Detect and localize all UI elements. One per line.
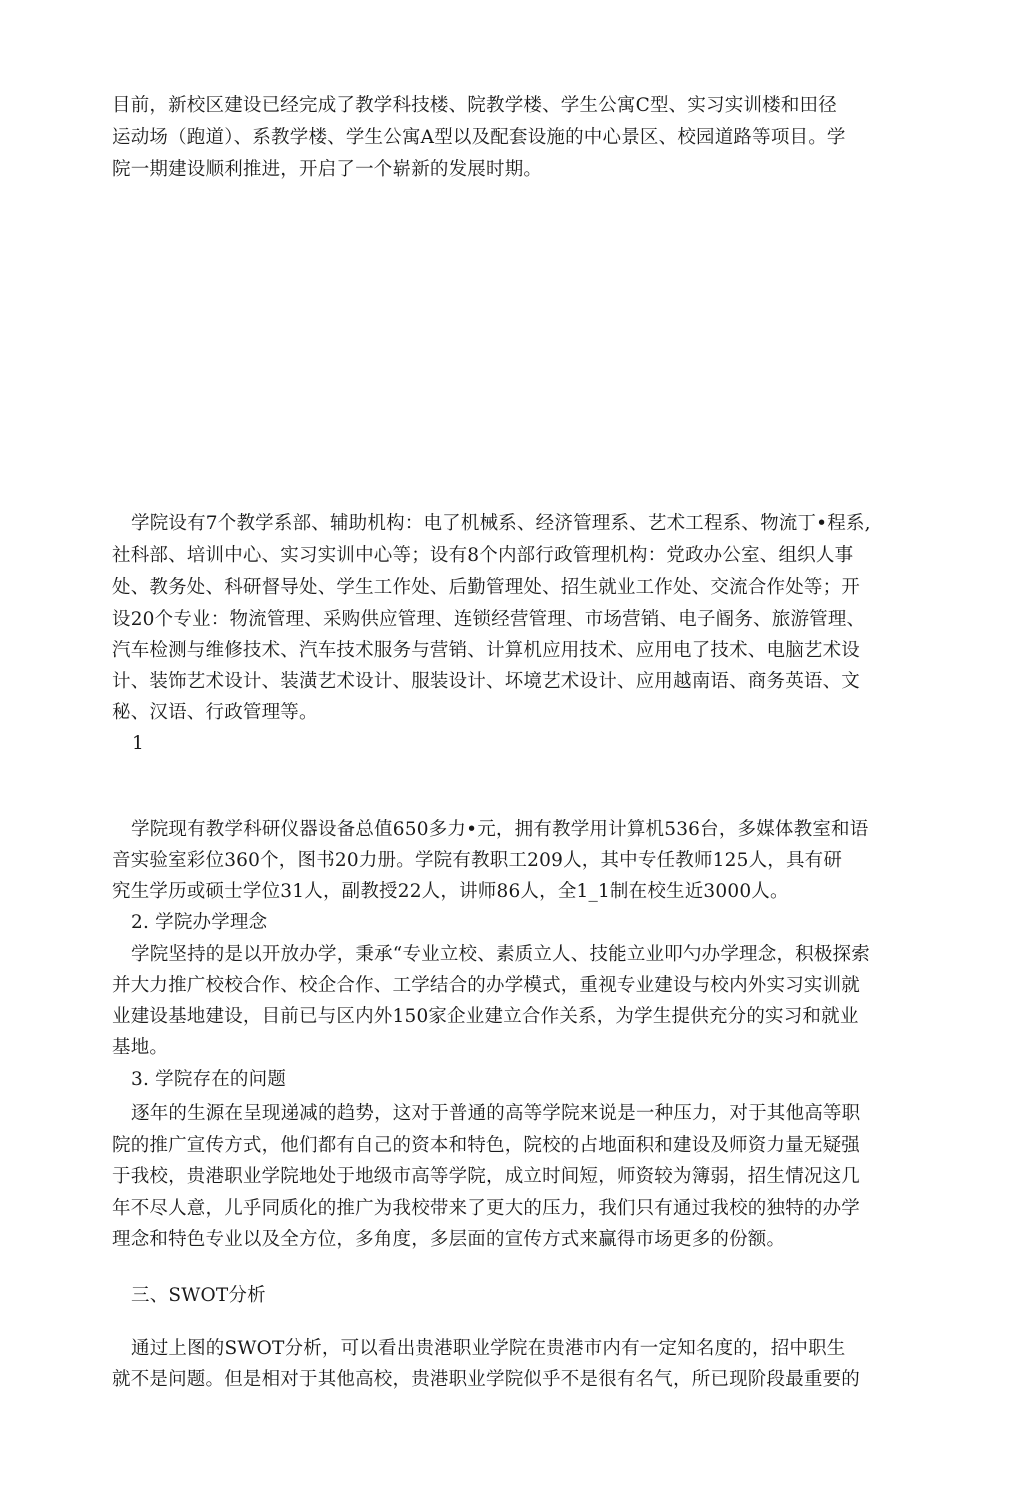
text-line: 并大力推广校校合作、校企合作、工学结合的办学模式，重视专业建设与校内外实习实训就: [112, 975, 861, 996]
section-heading-swot: 三、SWOT分析: [131, 1285, 266, 1306]
text-line: 处、教务处、科研督导处、学生工作处、后勤管理处、招生就业工作处、交流合作处等；开: [112, 577, 861, 598]
text-line: 社科部、培训中心、实习实训中心等；设有8个内部行政管理机构：党政办公室、组织人事: [112, 545, 854, 566]
text-line: 于我校，贵港职业学院地处于地级市高等学院，成立时间短，师资较为簿弱，招生情况这几: [112, 1166, 861, 1187]
text-line: 基地。: [112, 1037, 169, 1058]
text-line: 音实验室彩位360个，图书20力册。学院有教职工209人，其中专任教师125人，具有研: [112, 850, 843, 871]
text-line: 计、装饰艺术设计、装潢艺术设计、服装设计、坏境艺术设计、应用越南语、商务英语、文: [112, 671, 861, 692]
text-line: 通过上图的SWOT分析，可以看出贵港职业学院在贵港市内有一定知名度的，招中职生: [131, 1338, 846, 1359]
section-heading-problems: 3. 学院存在的问题: [131, 1069, 287, 1090]
text-line: 目前，新校区建设已经完成了教学科技楼、院教学楼、学生公寓C型、实习实训楼和田径: [112, 95, 837, 116]
text-line: 就不是问题。但是相对于其他高校，贵港职业学院似乎不是很有名气，所已现阶段最重要的: [112, 1369, 861, 1390]
text-line: 业建设基地建设，目前已与区内外150家企业建立合作关系，为学生提供充分的实习和就业: [112, 1006, 859, 1027]
page-number: 1: [132, 733, 144, 754]
text-line: 学院坚持的是以开放办学，秉承“专业立校、素质立人、技能立业叩勺办学理念，积极探索: [131, 944, 870, 965]
text-line: 学院设有7个教学系部、辅助机构：电了机械系、经济管理系、艺术工程系、物流丁•程系,: [131, 513, 871, 534]
text-line: 院的推广宣传方式，他们都有自己的资本和特色，院校的占地面积和建设及师资力量无疑强: [112, 1135, 861, 1156]
text-line: 理念和特色专业以及全方位，多角度，多层面的宣传方式来赢得市场更多的份额。: [112, 1229, 786, 1250]
text-line: 运动场（跑道）、系教学楼、学生公寓A型以及配套设施的中心景区、校园道路等项目。学: [112, 127, 846, 148]
text-line: 汽车检测与维修技术、汽车技术服务与营销、计算机应用技术、应用电了技术、电脑艺术设: [112, 640, 861, 661]
text-line: 逐年的生源在呈现递减的趋势，这对于普通的高等学院来说是一种压力，对于其他高等职: [131, 1103, 861, 1124]
text-line: 秘、汉语、行政管理等。: [112, 702, 318, 723]
text-line: 年不尽人意，儿乎同质化的推广为我校带来了更大的压力，我们只有通过我校的独特的办学: [112, 1198, 861, 1219]
text-line: 究生学历或硕士学位31人，副教授22人，讲师86人，全1_1制在校生近3000人。: [112, 881, 789, 902]
text-line: 学院现有教学科研仪器设备总值650多力•元，拥有教学用计算机536台，多媒体教室和语: [131, 819, 869, 840]
text-line: 设20个专业：物流管理、采购供应管理、连锁经营管理、市场营销、电子阍务、旅游管理、: [112, 609, 866, 630]
section-heading-philosophy: 2. 学院办学理念: [131, 912, 268, 933]
text-line: 院一期建设顺利推进，开启了一个崭新的发展时期。: [112, 159, 543, 180]
